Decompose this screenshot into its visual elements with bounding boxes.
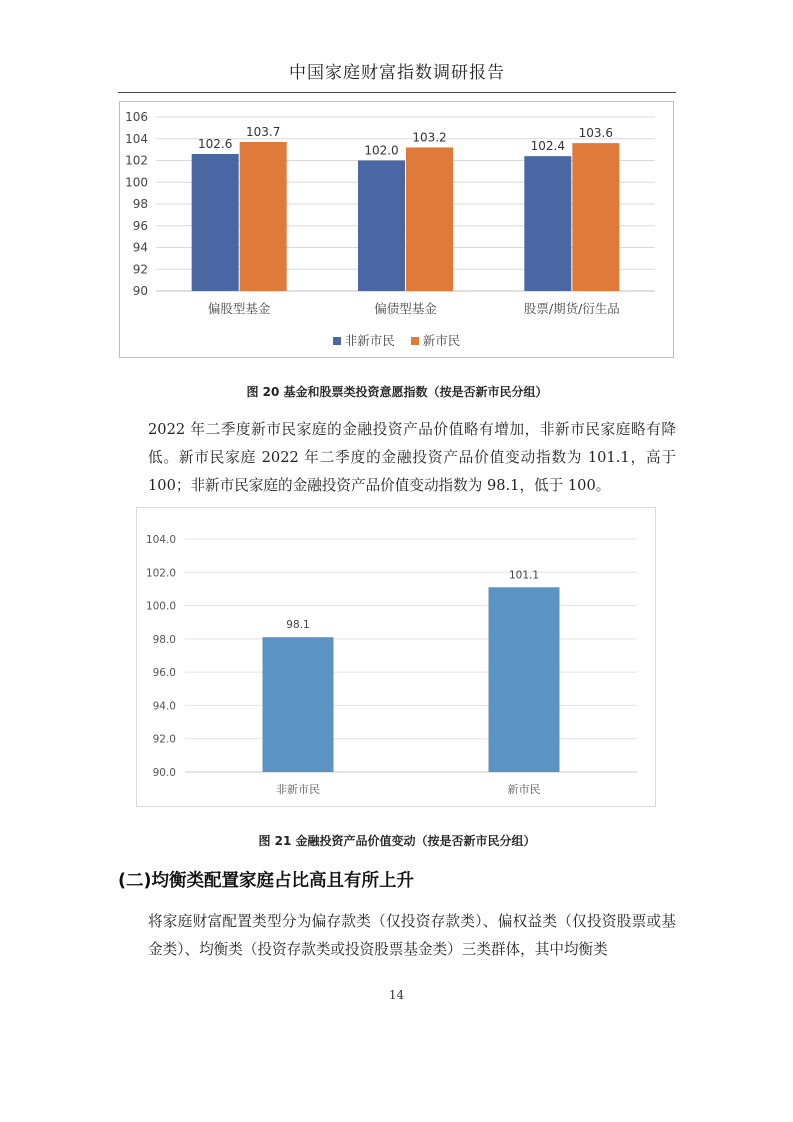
legend-label-non-new-citizen: 非新市民 — [344, 333, 395, 348]
chart2-y-tick-label: 98.0 — [152, 633, 176, 646]
chart1-x-tick-label: 股票/期货/衍生品 — [523, 301, 620, 316]
chart1-bar — [406, 147, 453, 291]
figure20-caption: 图 20 基金和股票类投资意愿指数（按是否新市民分组） — [246, 385, 548, 399]
legend-swatch-new-citizen — [411, 337, 419, 345]
figure21-caption: 图 21 金融投资产品价值变动（按是否新市民分组） — [258, 834, 536, 848]
chart1-y-tick-label: 96 — [132, 218, 148, 233]
chart2-y-tick-label: 96.0 — [152, 667, 176, 680]
page-number: 14 — [388, 988, 405, 1002]
chart1-data-label: 102.4 — [530, 139, 566, 154]
chart1-y-tick-label: 100 — [125, 175, 148, 190]
chart2-bar — [263, 637, 334, 772]
section-title: (二)均衡类配置家庭占比高且有所上升 — [118, 871, 414, 891]
chart1-legend — [120, 331, 673, 349]
report-title: 中国家庭财富指数调研报告 — [289, 63, 505, 83]
page-header — [118, 58, 676, 93]
chart1-y-tick-label: 102 — [125, 153, 148, 168]
chart2-data-label: 98.1 — [286, 619, 310, 632]
chart1-data-label: 103.2 — [412, 130, 447, 145]
chart1-y-tick-label: 104 — [125, 131, 148, 146]
chart2-y-tick-label: 90.0 — [152, 767, 176, 779]
chart1-data-label: 103.6 — [578, 126, 614, 141]
legend-label-new-citizen: 新市民 — [422, 333, 461, 348]
chart2-x-tick-label: 非新市民 — [276, 783, 320, 796]
chart1-svg — [120, 102, 673, 357]
legend-item-new-citizen — [411, 331, 461, 349]
chart1-y-tick-label: 90 — [132, 284, 148, 298]
chart2-y-tick-label: 104.0 — [145, 534, 176, 546]
chart1-x-tick-label: 偏债型基金 — [374, 301, 437, 316]
chart1-bar — [524, 156, 571, 291]
chart1-bar — [192, 154, 239, 291]
chart1-y-tick-label: 106 — [125, 110, 148, 124]
chart1-data-label: 102.0 — [364, 143, 399, 158]
chart2-y-tick-label: 94.0 — [152, 700, 176, 713]
body-paragraph-1 — [118, 416, 676, 500]
chart2-y-tick-label: 100.0 — [145, 600, 176, 613]
chart2-bar — [489, 587, 560, 772]
chart2-svg — [137, 508, 655, 806]
chart1-y-tick-label: 98 — [132, 197, 148, 211]
chart1-bar — [358, 161, 405, 292]
chart1-data-label: 103.7 — [245, 125, 281, 140]
legend-swatch-non-new-citizen — [333, 337, 341, 345]
chart1-bar — [240, 142, 287, 291]
value-change-chart — [136, 507, 656, 807]
investment-willingness-chart — [119, 101, 674, 358]
body-paragraph-2 — [118, 908, 676, 964]
chart2-y-tick-label: 92.0 — [152, 733, 176, 746]
paragraph2-text: 将家庭财富配置类型分为偏存款类（仅投资存款类）、偏权益类（仅投资股票或基金类）、均衡类（投资存款类或投资股票基金类）三类群体，其中均衡类 — [148, 913, 676, 958]
chart2-data-label: 101.1 — [508, 569, 540, 582]
chart1-y-tick-label: 94 — [132, 240, 148, 255]
chart1-y-tick-label: 92 — [132, 262, 148, 277]
chart2-y-tick-label: 102.0 — [145, 567, 176, 580]
legend-item-non-new-citizen — [333, 331, 395, 349]
chart2-x-tick-label: 新市民 — [507, 783, 541, 796]
chart1-bar — [572, 143, 619, 291]
chart1-data-label: 102.6 — [197, 136, 233, 151]
paragraph1-text: 2022 年二季度新市民家庭的金融投资产品价值略有增加，非新市民家庭略有降低。新市民家庭 2022 年二季度的金融投资产品价值变动指数为 101.1，高于 100；非新市民家庭的金融投资产品价值变动指数为 98.1，低于 100。 — [148, 421, 676, 494]
chart1-x-tick-label: 偏股型基金 — [207, 301, 271, 316]
